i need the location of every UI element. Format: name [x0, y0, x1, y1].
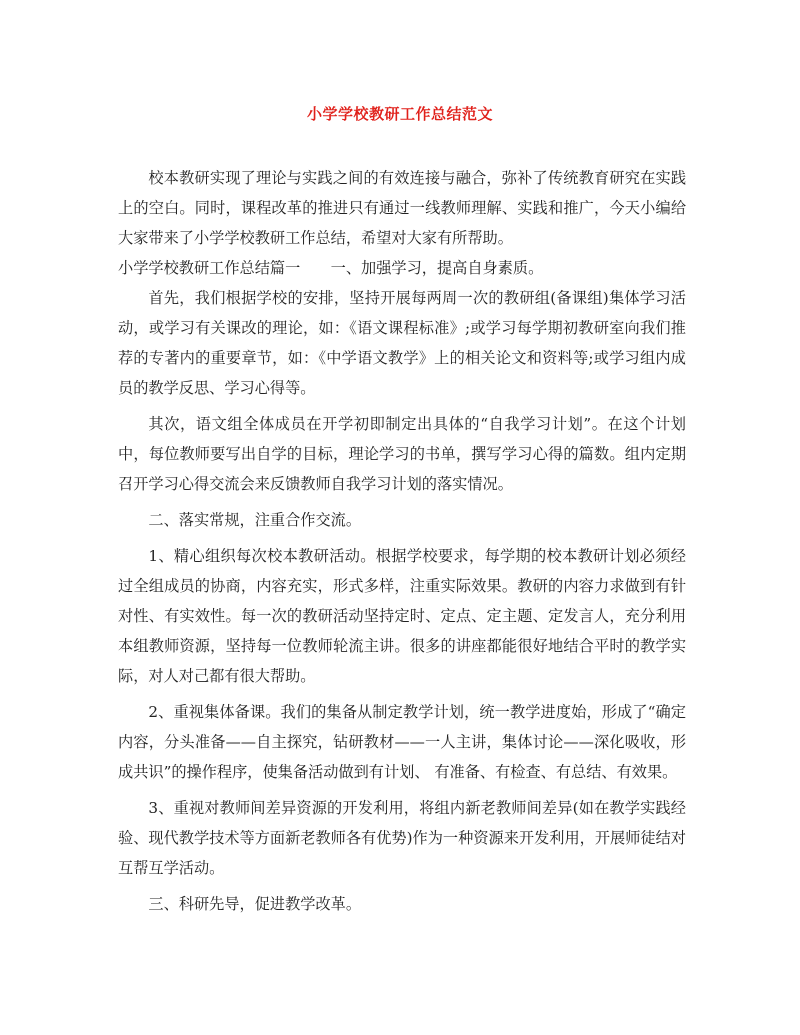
paragraph-section-heading-1: 小学学校教研工作总结篇一 一、加强学习，提高自身素质。	[118, 259, 544, 277]
paragraph-item-1: 1、精心组织每次校本教研活动。根据学校要求，每学期的校本教研计划必须经过全组成员的协商，内容充实，形式多样，注重实际效果。教研的内容力求做到有针对性、有实效性。每一次的教研活动坚持定时、定点、定主题、定发言人，充分利用本组教师资源，坚持每一位教师轮流主讲。很多的讲座都能很好地结合平时的教学实际，对人对己都有很大帮助。	[118, 547, 686, 685]
paragraph-second: 其次，语文组全体成员在开学初即制定出具体的“自我学习计划”。在这个计划中，每位教师要写出自学的目标，理论学习的书单，撰写学习心得的篇数。组内定期召开学习心得交流会来反馈教师自我学习计划的落实情况。	[118, 415, 686, 493]
paragraph-intro: 校本教研实现了理论与实践之间的有效连接与融合，弥补了传统教育研究在实践上的空白。同时，课程改革的推进只有通过一线教师理解、实践和推广，今天小编给大家带来了小学学校教研工作总结，希望对大家有所帮助。	[118, 169, 686, 247]
paragraph-item-2: 2、重视集体备课。我们的集备从制定教学计划，统一教学进度始，形成了“确定内容，分头准备——自主探究，钻研教材——一人主讲，集体讨论——深化吸收，形成共识”的操作程序，使集备活动做到有计划、 有准备、有检查、有总结、有效果。	[118, 703, 686, 781]
document-body	[118, 163, 686, 919]
document-title: 小学学校教研工作总结范文	[306, 105, 493, 123]
paragraph-first: 首先，我们根据学校的安排，坚持开展每两周一次的教研组(备课组)集体学习活动，或学习有关课改的理论，如：《语文课程标准》;或学习每学期初教研室向我们推荐的专著内的重要章节，如：《中学语文教学》上的相关论文和资料等;或学习组内成员的教学反思、学习心得等。	[118, 289, 686, 397]
paragraph-item-3: 3、重视对教师间差异资源的开发利用，将组内新老教师间差异(如在教学实践经验、现代教学技术等方面新老教师各有优势)作为一种资源来开发利用，开展师徒结对互帮互学活动。	[118, 799, 686, 877]
paragraph-section-heading-3: 三、科研先导，促进教学改革。	[148, 895, 362, 913]
paragraph-section-heading-2: 二、落实常规，注重合作交流。	[148, 511, 362, 529]
